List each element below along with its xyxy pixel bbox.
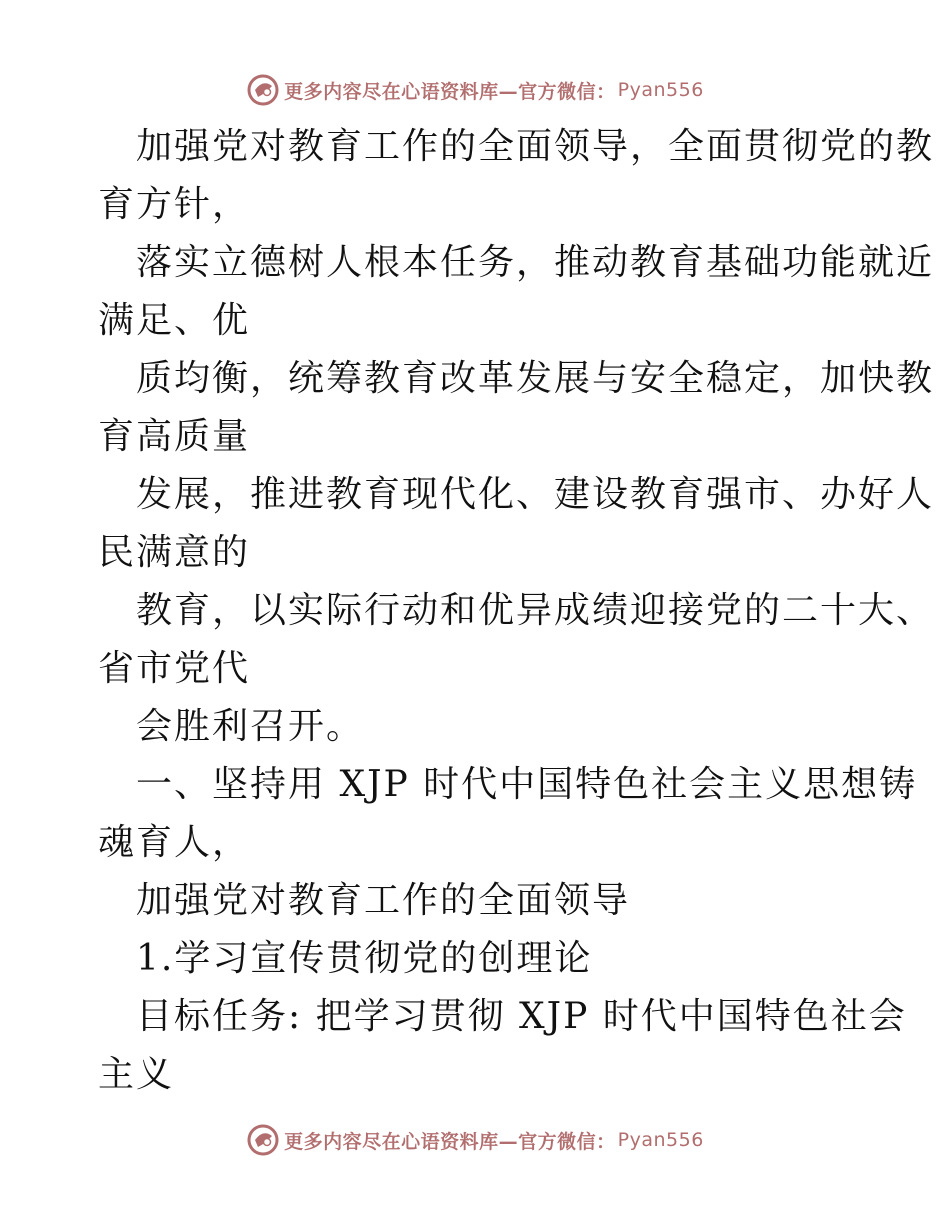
watermark-text: 更多内容尽在心语资料库—官方微信： — [284, 80, 616, 103]
body-text-line: 加强党对教育工作的全面领导，全面贯彻党的教 — [136, 126, 935, 167]
body-text-line: 加强党对教育工作的全面领导 — [136, 880, 631, 921]
body-text-line: 教育，以实际行动和优异成绩迎接党的二十大、 — [136, 590, 935, 631]
body-text-line: 育方针， — [98, 184, 251, 225]
header-watermark — [0, 70, 950, 110]
body-text-line: 民满意的 — [98, 532, 251, 573]
body-text-line: 目标任务: 把学习贯彻 XJP 时代中国特色社会 — [136, 996, 907, 1037]
brand-logo-icon — [246, 1123, 280, 1157]
body-text-line: 省市党代 — [98, 648, 251, 689]
body-text-line: 质均衡，统筹教育改革发展与安全稳定，加快教 — [136, 358, 935, 399]
body-text-line: 落实立德树人根本任务，推动教育基础功能就近 — [136, 242, 935, 283]
body-text-line: 一、坚持用 XJP 时代中国特色社会主义思想铸 — [136, 764, 918, 805]
body-text-line: 1.学习宣传贯彻党的创理论 — [136, 938, 593, 979]
body-text-line: 发展，推进教育现代化、建设教育强市、办好人 — [136, 474, 935, 515]
footer-watermark — [0, 1120, 950, 1160]
body-text-line: 育高质量 — [98, 416, 251, 457]
body-text-line: 主义 — [98, 1054, 175, 1095]
watermark-text: 更多内容尽在心语资料库—官方微信： — [284, 1130, 616, 1153]
watermark-handle: Pyan556 — [617, 79, 704, 101]
body-text-line: 魂育人， — [98, 822, 251, 863]
brand-logo-icon — [246, 73, 280, 107]
body-text-line: 会胜利召开。 — [136, 706, 365, 747]
document-body — [98, 118, 935, 1104]
body-text-line: 满足、优 — [98, 300, 251, 341]
watermark-handle: Pyan556 — [617, 1129, 704, 1151]
